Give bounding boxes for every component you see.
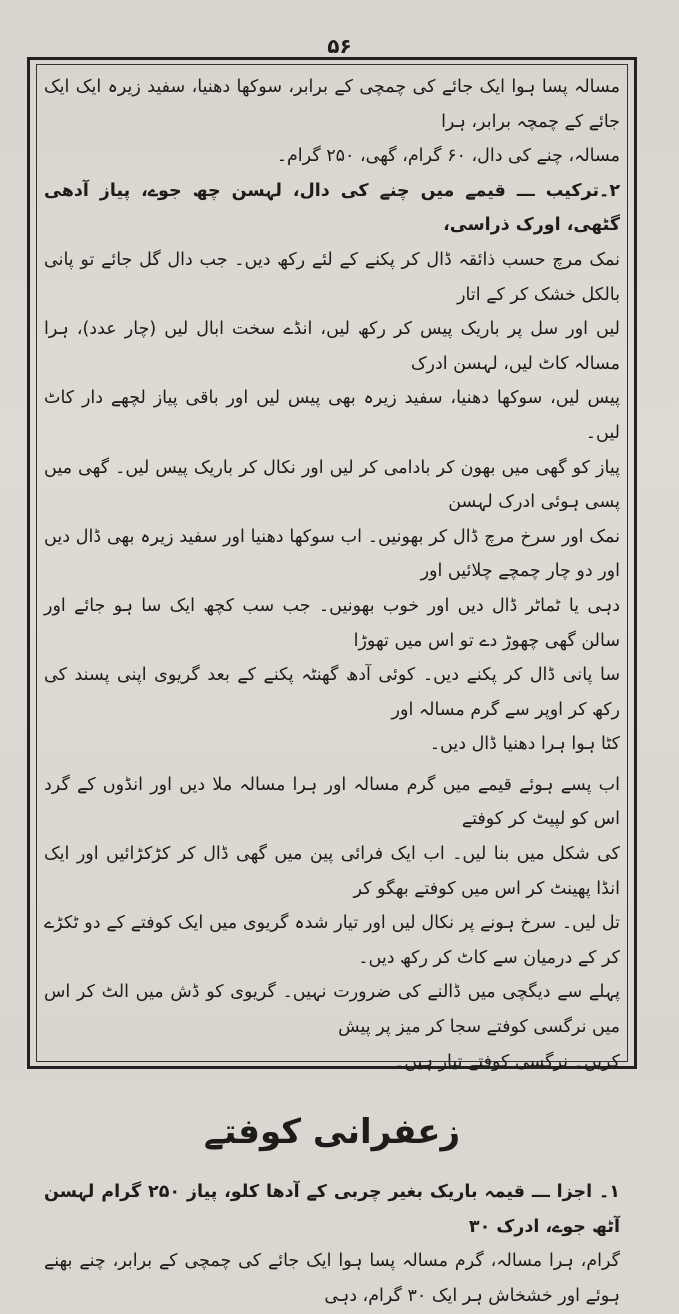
text-line: نمک مرچ حسب ذائقہ ڈال کر پکنے کے لئے رکھ دیں۔ جب دال گل جائے تو پانی بالکل خشک کر کے اتار <box>44 249 620 305</box>
recipe-title: زعفرانی کوفتے <box>203 1112 461 1153</box>
text-line: نمک اور سرخ مرچ ڈال کر بھونیں۔ اب سوکھا دھنیا اور سفید زیرہ بھی ڈال دیں اور دو چار چمچے چلائیں اور <box>44 526 620 582</box>
text-line: کٹا ہوا ہرا دھنیا ڈال دیں۔ <box>429 734 620 755</box>
text-line: تل لیں۔ سرخ ہونے پر نکال لیں اور تیار شدہ گریوی میں ایک کوفتے کے دو ٹکڑے کر کے درمیان سے کاٹ کر رکھ دیں۔ <box>44 913 620 968</box>
text-line: پہلے سے دیگچی میں ڈالنے کی ضرورت نہیں۔ گریوی کو ڈش میں الٹ کر اس میں نرگسی کوفتے سجا کر میز پر پیش <box>44 982 620 1038</box>
text-line: مسالہ، چنے کی دال، ۶۰ گرام، گھی، ۲۵۰ گرام۔ <box>276 146 620 167</box>
text-line: گرام، ہرا مسالہ، گرم مسالہ پسا ہوا ایک جائے کی چمچی کے برابر، چنے بھنے ہوئے اور خشخاش ہر ایک ۳۰ گرام، دہی <box>44 1251 620 1306</box>
text-line: کی شکل میں بنا لیں۔ اب ایک فرائی پین میں گھی ڈال کر کڑکڑائیں اور ایک انڈا پھینٹ کر اس میں کوفتے بھگو کر <box>44 844 620 899</box>
recipe-ingredients <box>44 1175 620 1313</box>
page-number: ۵۶ <box>327 34 352 58</box>
text-line: پیس لیں، سوکھا دھنیا، سفید زیرہ بھی پیس لیں اور باقی پیاز لچھے دار کاٹ لیں۔ <box>44 388 620 443</box>
text-line: لیں اور سل پر باریک پیس کر رکھ لیں، انڈے سخت ابال لیں (چار عدد)، ہرا مسالہ کاٹ لیں، لہسن ادرک <box>44 319 620 374</box>
text-line: کریں۔ نرگسی کوفتے تیار ہیں۔ <box>393 1051 620 1072</box>
ingredients-heading-line: ۱۔ اجزا ـــ قیمہ باریک بغیر چربی کے آدھا کلو، پیاز ۲۵۰ گرام لہسن آٹھ جوے، ادرک ۳۰ <box>44 1182 620 1237</box>
text-line: پیاز کو گھی میں بھون کر بادامی کر لیں اور نکال کر باریک پیس لیں۔ گھی میں پسی ہوئی ادرک لہسن <box>44 457 620 513</box>
method-heading-line: ۲۔ترکیب ـــ قیمے میں چنے کی دال، لہسن چھ جوے، پیاز آدھی گٹھی، اورک ذراسی، <box>44 180 620 236</box>
text-line: اب پسے ہوئے قیمے میں گرم مسالہ اور ہرا مسالہ ملا دیں اور انڈوں کے گرد اس کو لپیٹ کر کوفتے <box>44 774 620 830</box>
page-body <box>44 70 620 1314</box>
recipe-method-paragraph <box>44 768 620 1079</box>
recipe-ingredients-continued <box>44 70 620 762</box>
text-line: مسالہ پسا ہوا ایک جائے کی چمچی کے برابر، سوکھا دھنیا، سفید زیرہ ایک ایک جائے کے چمچہ برابر، ہرا <box>44 77 620 132</box>
text-line: سا پانی ڈال کر پکنے دیں۔ کوئی آدھ گھنٹہ پکنے کے بعد گریوی اپنی پسند کی رکھ کر اوپر سے گرم مسالہ اور <box>44 665 620 720</box>
text-line: دہی یا ٹماٹر ڈال دیں اور خوب بھونیں۔ جب سب کچھ ایک سا ہو جائے اور سالن گھی چھوڑ دے تو اس میں تھوڑا <box>44 595 620 651</box>
